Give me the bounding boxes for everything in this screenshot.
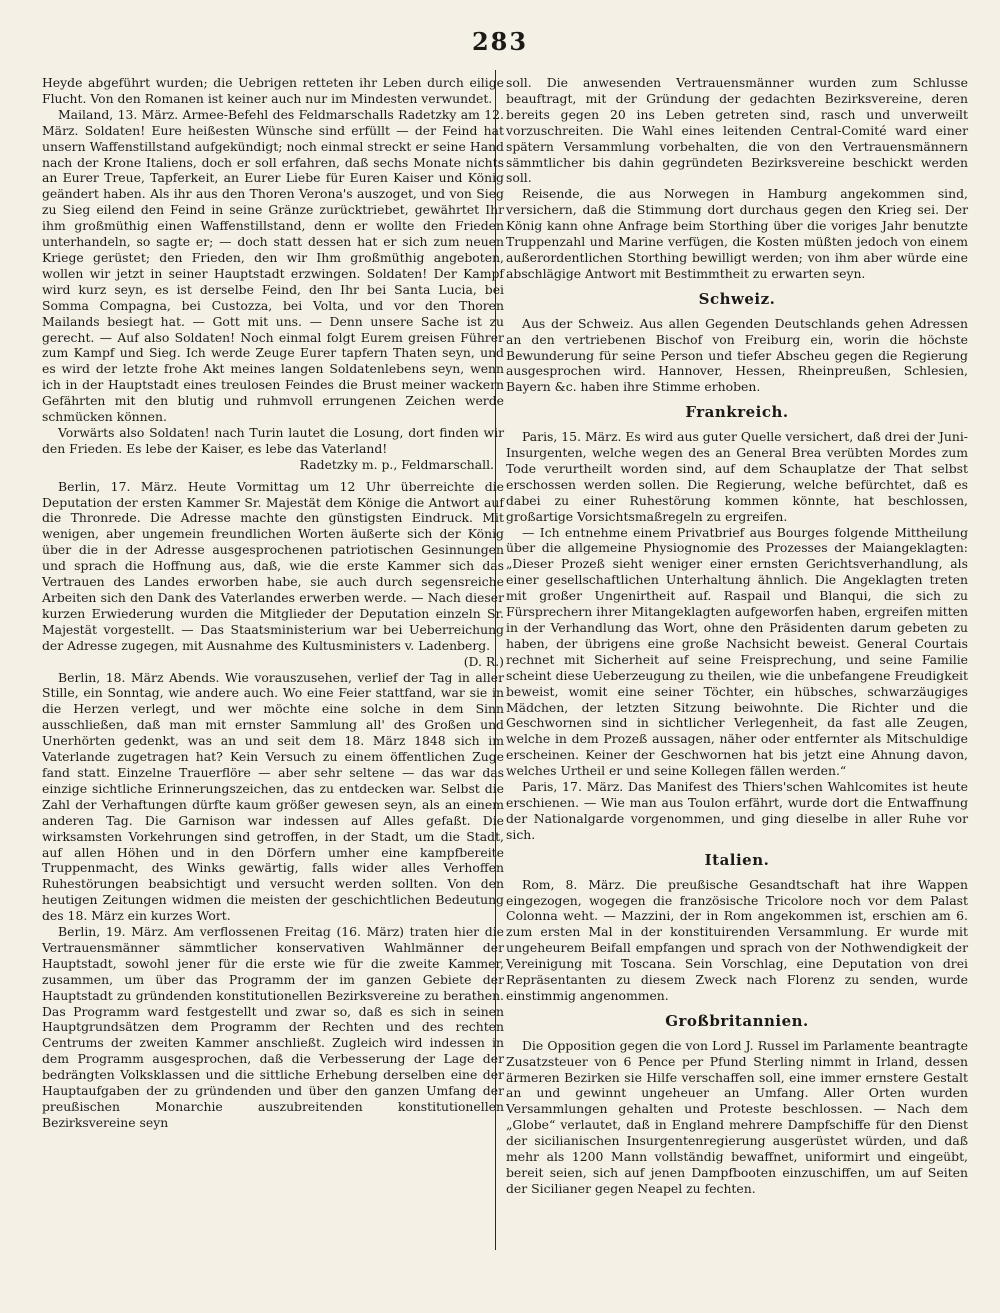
article-bourges: — Ich entnehme einem Privatbrief aus Bourges folgende Mittheilung über die allgemeine Physiognomie des Prozesses der Maiangeklagten: „Dieser Prozeß sieht weniger einer ernsten Gerichtsverhandlung, als einer gesellschaftlichen Unterhaltung ähnlich. Die Angeklagten treten mit großer Ungenirtheit auf. Raspail und Blanqui, die sich zu Fürsprechern ihrer Mitangeklagten aufgeworfen haben, ergreifen mitten in der Verhandlung das Wort, ohne den Präsidenten darum gebeten zu haben, der übrigens eine große Nachsicht beweist. General Courtais rechnet mit Sicherheit auf seine Freisprechung, und seine Familie scheint diese Ueberzeugung zu theilen, wie die unbefangene Freudigkeit beweist, womit eine seiner Töchter, ein hübsches, schwarzäugiges Mädchen, der letzten Sitzung beiwohnte. Die Richter und die Geschwornen sind in sichtlicher Verlegenheit, da fast alle Zeugen, welche in dem Prozeß aussagen, näher oder entfernter als Mitschuldige erscheinen. Keiner der Geschwornen hat bis jetzt eine Ahnung davon, welches Urtheil er und seine Kollegen fällen werden.“ [506, 524, 968, 779]
page-number: 283 [471, 27, 529, 56]
signature-line: Radetzky m. p., Feldmarschall. [299, 456, 494, 472]
article-paris-17: Paris, 17. März. Das Manifest des Thiers'schen Wahlcomites ist heute erschienen. — Wie man aus Toulon erfährt, wurde dort die Entwaffnung der Nationalgarde vorgenommen, und ging dieselbe in aller Ruhe vor sich. [506, 779, 968, 842]
article-rom: Rom, 8. März. Die preußische Gesandtschaft hat ihre Wappen eingezogen, wogegen die französische Tricolore noch vor dem Palast Colonna weht. — Mazzini, der in Rom angekommen ist, erschien am 6. zum ersten Mal in der konstituirenden Versammlung. Er wurde mit ungeheurem Beifall empfangen und sprach von der Nothwendigkeit der Vereinigung mit Toscana. Sein Vorschlag, eine Deputation von drei Repräsentanten zu diesem Zweck nach Florenz zu senden, wurde einstimmig angenommen. [506, 876, 968, 1003]
article-grossbritannien: Die Opposition gegen die von Lord J. Russel im Parlamente beantragte Zusatzsteuer von 6 Pence per Pfund Sterling nimmt in Irland, dessen ärmeren Bezirken sie Hilfe verschaffen soll, eine immer ernstere Gestalt an und gewinnt ungeheuer an Umfang. Aller Orten wurden Versammlungen gehalten und Proteste beschlossen. — Nach dem „Globe“ verlautet, daß in England mehrere Dampfschiffe für den Dienst der sicilianischen Insurgentenregierung ausgerüstet würden, und daß mehr als 1200 Mann vollständig bewaffnet, uniformirt und eingeübt, bereit seien, sich auf jenen Dampfbooten einzuschiffen, um auf Seiten der Sicilianer gegen Neapel zu fechten. [506, 1037, 968, 1196]
article-paragraph: soll. Die anwesenden Vertrauensmänner wurden zum Schlusse beauftragt, mit der Gründung der gedachten Bezirksvereine, deren bereits gegen 20 ins Leben getreten sind, rasch und unverweilt vorzuschreiten. Die Wahl eines leitenden Central-Comité ward einer spätern Versammlung vorbehalten, die von den Vertrauensmännern sämmtlicher bis dahin gegründeten Bezirksvereine beschickt werden soll. [506, 75, 968, 186]
article-berlin-19: Berlin, 19. März. Am verflossenen Freitag (16. März) traten hier die Vertrauensmänner sämmtlicher konservativen Wahlmänner der Hauptstadt, sowohl jener für die erste wie für die zweite Kammer, zusammen, um über das Programm der im ganzen Gebiete der Hauptstadt zu gründenden konstitutionellen Bezirksvereine zu berathen. Das Programm ward festgestellt und zwar so, daß es sich in seinen Hauptgrundsätzen dem Programm der Rechten und des rechten Centrums der zweiten Kammer anschließt. Zugleich wird indessen in dem Programm ausgesprochen, daß die Verbesserung der Lage der bedrängten Volksklassen und die sittliche Erhebung derselben eine der Hauptaufgaben der zu gründenden und über den ganzen Umfang der preußischen Monarchie auszubreitenden konstitutionellen Bezirksvereine seyn [42, 924, 504, 1130]
section-heading-italien: Italien. [704, 850, 770, 869]
article-hamburg: Reisende, die aus Norwegen in Hamburg angekommen sind, versichern, daß die Stimmung dort durchaus gegen den Krieg sei. Der König kann ohne Anfrage beim Storthing über die voriges Jahr benutzte Truppenzahl und Marine verfügen, die Kosten müßten jedoch von einem außerordentlichen Storthing bewilligt werden; von ihm aber würde eine abschlägige Antwort mit Bestimmtheit zu erwarten seyn. [506, 186, 968, 281]
source-note: (D. R.) [463, 653, 504, 669]
left-column [42, 75, 504, 1131]
section-heading-frankreich: Frankreich. [685, 403, 789, 422]
article-paragraph: Vorwärts also Soldaten! nach Turin lautet die Losung, dort finden wir den Frieden. Es lebe der Kaiser, es lebe das Vaterland! [42, 424, 504, 456]
article-berlin-18: Berlin, 18. März Abends. Wie vorauszusehen, verlief der Tag in aller Stille, ein Sonntag, wie andere auch. Wo eine Feier stattfand, war sie in die Herzen verlegt, und wer möchte eine solche in dem Sinn ausschließen, daß man mit ernster Sammlung all' des Großen und Unerhörten gedenkt, was an und seit dem 18. März 1848 sich im Vaterlande zugetragen hat? Kein Versuch zu einem öffentlichen Zuge fand statt. Einzelne Trauerflöre — aber sehr seltene — das war das einzige sichtliche Erinnerungszeichen, das zu entdecken war. Selbst die Zahl der Verhaftungen dürfte kaum größer gewesen seyn, als an einem anderen Tag. Die Garnison war indessen auf Alles gefaßt. Die wirksamsten Vorkehrungen sind getroffen, in der Stadt, um die Stadt, auf allen Höhen und in den Dörfern umher eine kampfbereite Truppenmacht, des Winks gewärtig, falls wider alles Verhoffen Ruhestörungen beabsichtigt und versucht werden sollten. Von den heutigen Zeitungen widmen die meisten der geschichtlichen Bedeutung des 18. März ein kurzes Wort. [42, 669, 504, 924]
section-heading-grossbritannien: Großbritannien. [665, 1011, 809, 1030]
article-mailand: Mailand, 13. März. Armee-Befehl des Feldmarschalls Radetzky am 12. März. Soldaten! Eure heißesten Wünsche sind erfüllt — der Feind hat unsern Waffenstillstand aufgekündigt; noch einmal streckt er seine Hand nach der Krone Italiens, doch er soll erfahren, daß sechs Monate nichts an Eurer Treue, Tapferkeit, an Eurer Liebe für Euren Kaiser und König geändert haben. Als ihr aus den Thoren Verona's auszoget, und von Sieg zu Sieg eilend den Feind in seine Gränze zurücktriebet, gewährtet Ihr ihm großmüthig einen Waffenstillstand, denn er wollte den Frieden unterhandeln, so sagte er; — doch statt dessen hat er sich zum neuen Kriege gerüstet; den Frieden, den wir Ihm großmüthig angeboten, wollen wir jetzt in seiner Hauptstadt erzwingen. Soldaten! Der Kampf wird kurz seyn, es ist derselbe Feind, den Ihr bei Santa Lucia, bei Somma Compagna, bei Custozza, bei Volta, und vor den Thoren Mailands besiegt hat. — Gott mit uns. — Denn unsere Sache ist zu gerecht. — Auf also Soldaten! Noch einmal folgt Eurem greisen Führer zum Kampf und Sieg. Ich werde Zeuge Eurer tapfern Thaten seyn, und es wird der letzte frohe Akt meines langen Soldatenlebens seyn, wenn ich in der Hauptstadt eines treulosen Feindes die Brust meiner wackern Gefährten mit den blutig und ruhmvoll errungenen Zeichen werde schmücken können. [42, 106, 504, 425]
section-heading-schweiz: Schweiz. [698, 289, 776, 308]
article-paragraph: Heyde abgeführt wurden; die Uebrigen retteten ihr Leben durch eilige Flucht. Von den Romanen ist keiner auch nur im Mindesten verwundet. [42, 75, 504, 106]
right-column [506, 75, 968, 1197]
article-paris-15: Paris, 15. März. Es wird aus guter Quelle versichert, daß drei der Juni-Insurgenten, welche wegen des an General Brea verübten Mordes zum Tode verurtheilt worden sind, auf dem Schauplatze der That selbst erschossen werden sollen. Die Regierung, welche befürchtet, daß es dabei zu einer Ruhestörung kommen könnte, hat beschlossen, großartige Vorsichtsmaßregeln zu ergreifen. [506, 429, 968, 524]
article-berlin-17: Berlin, 17. März. Heute Vormittag um 12 Uhr überreichte die Deputation der ersten Kammer Sr. Majestät dem Könige die Antwort auf die Thronrede. Die Adresse machte den günstigsten Eindruck. Mit wenigen, aber ungemein freundlichen Worten äußerte sich der König über die in der Adresse ausgesprochenen patriotischen Gesinnungen und sprach die Hoffnung aus, daß, wie die erste Kammer sich das Vertrauen des Landes erworben habe, sie auch durch segensreiche Arbeiten sich den Dank des Vaterlandes erwerben werde. — Nach dieser kurzen Erwiederung wurden die Mitglieder der Deputation einzeln Sr. Majestät vorgestellt. — Das Staatsministerium war bei Ueberreichung der Adresse zugegen, mit Ausnahme des Kultusministers v. Ladenberg. [42, 478, 504, 653]
article-schweiz: Aus der Schweiz. Aus allen Gegenden Deutschlands gehen Adressen an den vertriebenen Bischof von Freiburg ein, worin die höchste Bewunderung für seine Person und tiefer Abscheu gegen die Regierung ausgesprochen wird. Hannover, Hessen, Rheinpreußen, Schlesien, Bayern &c. haben ihre Stimme erhoben. [506, 315, 968, 395]
